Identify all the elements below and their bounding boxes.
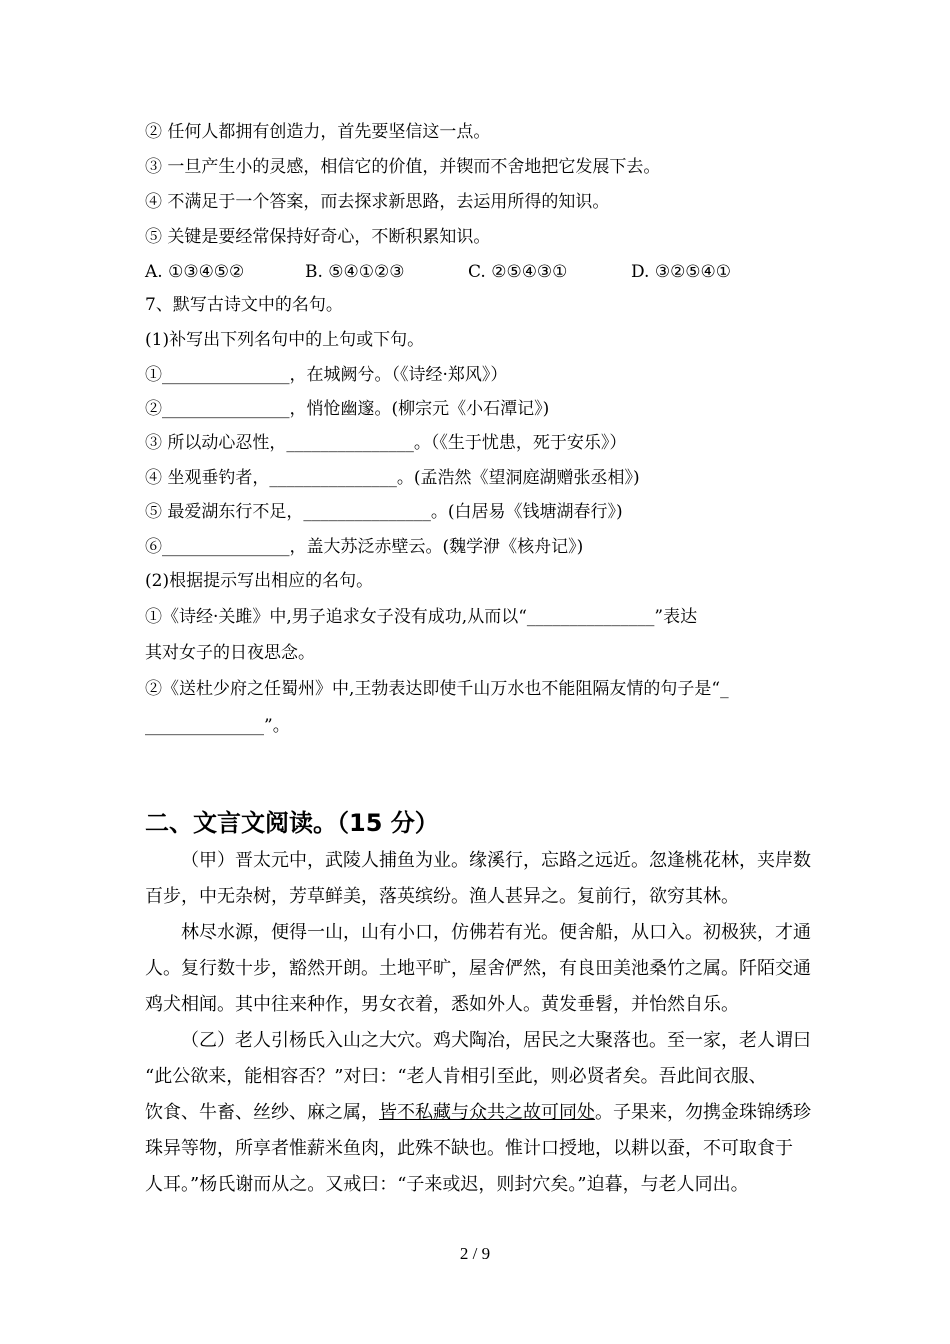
passage-jia-p1-line-1: （甲）晋太元中，武陵人捕鱼为业。缘溪行，忘路之远近。忽逢桃花林，夹岸数	[181, 850, 811, 871]
q7-part1-item-5: ⑤ 最爱湖东行不足，_______________。(白居易《钱塘湖春行》)	[145, 502, 623, 522]
q6-item-2: ② 任何人都拥有创造力，首先要坚信这一点。	[145, 122, 491, 142]
passage-yi-line-5: 人耳。”杨氏谢而从之。又戒曰：“子来或迟，则封穴矣。”迫暮，与老人同出。	[145, 1174, 749, 1195]
q7-part1-item-1: ①_______________，在城阙兮。（《诗经·郑风》）	[145, 365, 508, 385]
q6-option-c: C. ②⑤④③①	[468, 262, 568, 282]
passage-yi-line-2: “此公欲来，能相容否？”对曰：“老人肯相引至此，则必贤者矣。吾此间衣服、	[145, 1066, 767, 1087]
q7-part1-item-2: ②_______________，悄怆幽邃。(柳宗元《小石潭记》)	[145, 399, 550, 419]
underlined-sentence: 皆不私藏与众共之故可同处	[379, 1102, 595, 1123]
q7-part1-item-6: ⑥_______________，盖大苏泛赤壁云。(魏学洢《核舟记》)	[145, 537, 584, 557]
q6-option-d: D. ③②⑤④①	[631, 262, 732, 282]
q7-title: 7、默写古诗文中的名句。	[145, 295, 343, 315]
q6-option-a: A. ①③④⑤②	[145, 262, 245, 282]
q6-item-5: ⑤ 关键是要经常保持好奇心，不断积累知识。	[145, 227, 491, 247]
passage-yi-line-3-post: 。子果来，勿携金珠锦绣珍	[595, 1102, 811, 1123]
q6-options	[145, 261, 731, 283]
passage-jia-p2-line-3: 鸡犬相闻。其中往来种作，男女衣着，悉如外人。黄发垂髫，并怡然自乐。	[145, 994, 739, 1015]
passage-yi-line-4: 珠异等物，所享者惟薪米鱼肉，此殊不缺也。惟计口授地，以耕以蚕，不可取食于	[145, 1138, 793, 1159]
q6-option-b: B. ⑤④①②③	[305, 262, 405, 282]
passage-jia-p2-line-2: 人。复行数十步，豁然开朗。土地平旷，屋舍俨然，有良田美池桑竹之属。阡陌交通	[145, 958, 811, 979]
passage-jia-p2-line-1: 林尽水源，便得一山，山有小口，仿佛若有光。便舍船，从口入。初极狭，才通	[181, 922, 811, 943]
q7-part2-item-1-line-2: 其对女子的日夜思念。	[145, 643, 315, 663]
passage-yi-line-1: （乙）老人引杨氏入山之大穴。鸡犬陶冶，居民之大聚落也。至一家，老人谓曰	[181, 1030, 811, 1051]
q7-part1-title: (1)补写出下列名句中的上句或下句。	[145, 330, 425, 350]
page-number: 2 / 9	[459, 1244, 491, 1263]
section-heading: 二、文言文阅读。（15 分）	[145, 809, 439, 837]
passage-jia-p1-line-2: 百步，中无杂树，芳草鲜美，落英缤纷。渔人甚异之。复前行，欲穷其林。	[145, 886, 739, 907]
q7-part2-item-1-line-1: ①《诗经·关雎》中,男子追求女子没有成功,从而以“_______________”表达	[145, 607, 698, 627]
passage-yi-line-3-pre: 饮食、牛畜、丝纱、麻之属，	[145, 1102, 379, 1123]
q7-part2-item-2-line-2: ______________”。	[145, 716, 290, 736]
q7-part2-title: (2)根据提示写出相应的名句。	[145, 571, 374, 591]
q6-item-3: ③ 一旦产生小的灵感，相信它的价值，并锲而不舍地把它发展下去。	[145, 157, 661, 177]
passage-yi-line-3	[145, 1102, 811, 1124]
q6-item-4: ④ 不满足于一个答案，而去探求新思路，去运用所得的知识。	[145, 192, 610, 212]
q7-part1-item-3: ③ 所以动心忍性，_______________。（《生于忧患，死于安乐》）	[145, 433, 627, 453]
q7-part1-item-4: ④ 坐观垂钓者，_______________。(孟浩然《望洞庭湖赠张丞相》)	[145, 468, 640, 488]
q7-part2-item-2-line-1: ②《送杜少府之任蜀州》中,王勃表达即使千山万水也不能阻隔友情的句子是“_	[145, 679, 729, 699]
